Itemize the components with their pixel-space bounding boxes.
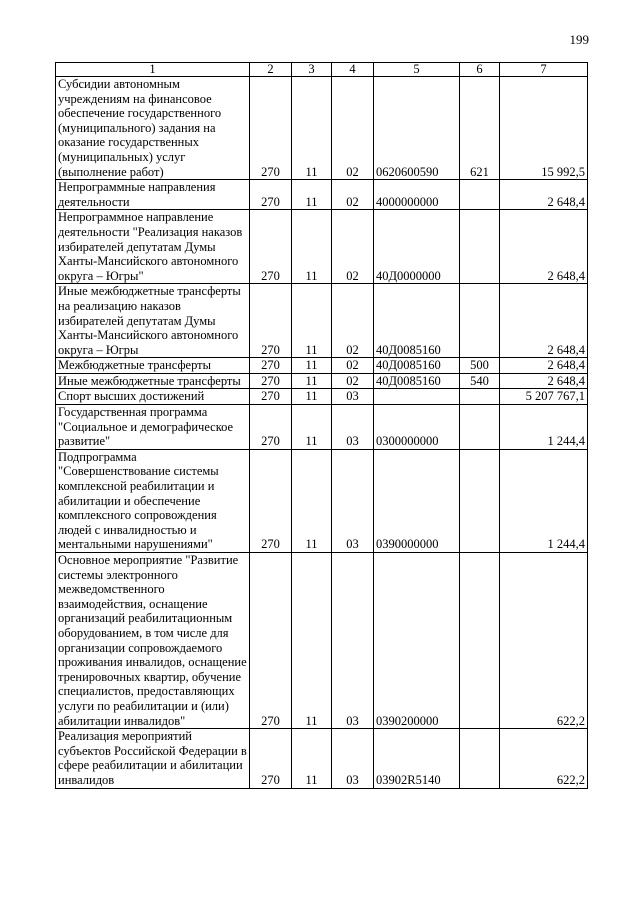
row-section: 11	[292, 449, 332, 552]
row-target-article: 0390200000	[374, 553, 460, 729]
row-section: 11	[292, 405, 332, 450]
row-subsection: 03	[332, 389, 374, 405]
row-subsection: 02	[332, 284, 374, 358]
row-ministry-code: 270	[250, 373, 292, 389]
row-name: Реализация мероприятий субъектов Российской Федерации в сфере реабилитации и абилитации инвалидов	[56, 729, 250, 788]
row-target-article: 40Д0085160	[374, 284, 460, 358]
row-ministry-code: 270	[250, 210, 292, 284]
row-subsection: 03	[332, 553, 374, 729]
row-ministry-code: 270	[250, 553, 292, 729]
row-name: Спорт высших достижений	[56, 389, 250, 405]
row-amount: 5 207 767,1	[500, 389, 588, 405]
row-expense-type: 500	[460, 358, 500, 374]
row-target-article: 4000000000	[374, 180, 460, 210]
row-expense-type	[460, 729, 500, 788]
row-ministry-code: 270	[250, 389, 292, 405]
row-expense-type	[460, 284, 500, 358]
header-col-2: 2	[250, 63, 292, 77]
row-subsection: 02	[332, 180, 374, 210]
header-col-4: 4	[332, 63, 374, 77]
header-col-1: 1	[56, 63, 250, 77]
table-row	[56, 77, 588, 180]
page-number: 199	[569, 32, 589, 47]
row-amount: 622,2	[500, 729, 588, 788]
row-ministry-code: 270	[250, 358, 292, 374]
row-amount: 1 244,4	[500, 449, 588, 552]
table-row	[56, 210, 588, 284]
table-row	[56, 373, 588, 389]
row-ministry-code: 270	[250, 449, 292, 552]
row-expense-type	[460, 389, 500, 405]
row-section: 11	[292, 284, 332, 358]
header-col-6: 6	[460, 63, 500, 77]
row-target-article	[374, 389, 460, 405]
row-section: 11	[292, 358, 332, 374]
budget-table	[55, 62, 588, 789]
row-subsection: 03	[332, 449, 374, 552]
table-row	[56, 449, 588, 552]
row-target-article: 40Д0000000	[374, 210, 460, 284]
row-section: 11	[292, 77, 332, 180]
row-amount: 2 648,4	[500, 358, 588, 374]
table-row	[56, 729, 588, 788]
row-name: Основное мероприятие "Развитие системы электронного межведомственного взаимодействия, оснащение организаций реабилитационным оборудованием, в том числе для организации сопровождаемого проживания инвалидов, оснащение тренировочных квартир, обучение специалистов, предоставляющих услуги по реабилитации и (или) абилитации инвалидов"	[56, 553, 250, 729]
row-section: 11	[292, 729, 332, 788]
row-target-article: 0390000000	[374, 449, 460, 552]
row-name: Иные межбюджетные трансферты на реализацию наказов избирателей депутатам Думы Ханты-Мансийского автономного округа – Югры	[56, 284, 250, 358]
row-ministry-code: 270	[250, 405, 292, 450]
row-name: Непрограммные направления деятельности	[56, 180, 250, 210]
row-amount: 2 648,4	[500, 373, 588, 389]
row-name: Непрограммное направление деятельности "Реализация наказов избирателей депутатам Думы Ханты-Мансийского автономного округа – Югры"	[56, 210, 250, 284]
row-expense-type	[460, 553, 500, 729]
row-amount: 15 992,5	[500, 77, 588, 180]
row-target-article: 0300000000	[374, 405, 460, 450]
table-row	[56, 389, 588, 405]
row-expense-type	[460, 449, 500, 552]
table-row	[56, 405, 588, 450]
row-target-article: 40Д0085160	[374, 358, 460, 374]
row-section: 11	[292, 389, 332, 405]
row-name: Межбюджетные трансферты	[56, 358, 250, 374]
row-name: Государственная программа "Социальное и демографическое развитие"	[56, 405, 250, 450]
row-expense-type	[460, 210, 500, 284]
row-ministry-code: 270	[250, 77, 292, 180]
row-expense-type	[460, 180, 500, 210]
header-col-5: 5	[374, 63, 460, 77]
row-name: Подпрограмма "Совершенствование системы комплексной реабилитации и абилитации и обеспечение комплексного сопровождения людей с инвалидностью и ментальными нарушениями"	[56, 449, 250, 552]
table-row	[56, 284, 588, 358]
row-target-article: 03902R5140	[374, 729, 460, 788]
row-section: 11	[292, 553, 332, 729]
row-amount: 622,2	[500, 553, 588, 729]
table-body	[56, 77, 588, 789]
row-subsection: 02	[332, 373, 374, 389]
row-amount: 2 648,4	[500, 284, 588, 358]
row-expense-type: 540	[460, 373, 500, 389]
row-amount: 2 648,4	[500, 210, 588, 284]
table-row	[56, 180, 588, 210]
row-amount: 2 648,4	[500, 180, 588, 210]
row-subsection: 03	[332, 405, 374, 450]
row-section: 11	[292, 180, 332, 210]
row-expense-type	[460, 405, 500, 450]
row-target-article: 0620600590	[374, 77, 460, 180]
row-subsection: 02	[332, 358, 374, 374]
row-name: Иные межбюджетные трансферты	[56, 373, 250, 389]
header-row	[56, 63, 588, 77]
row-expense-type: 621	[460, 77, 500, 180]
row-section: 11	[292, 373, 332, 389]
row-subsection: 02	[332, 77, 374, 180]
row-name: Субсидии автономным учреждениям на финансовое обеспечение государственного (муниципального) задания на оказание государственных (муниципальных) услуг (выполнение работ)	[56, 77, 250, 180]
table-row	[56, 358, 588, 374]
row-target-article: 40Д0085160	[374, 373, 460, 389]
header-col-7: 7	[500, 63, 588, 77]
row-ministry-code: 270	[250, 180, 292, 210]
row-subsection: 02	[332, 210, 374, 284]
row-ministry-code: 270	[250, 729, 292, 788]
row-subsection: 03	[332, 729, 374, 788]
table-row	[56, 553, 588, 729]
row-ministry-code: 270	[250, 284, 292, 358]
header-col-3: 3	[292, 63, 332, 77]
row-amount: 1 244,4	[500, 405, 588, 450]
row-section: 11	[292, 210, 332, 284]
